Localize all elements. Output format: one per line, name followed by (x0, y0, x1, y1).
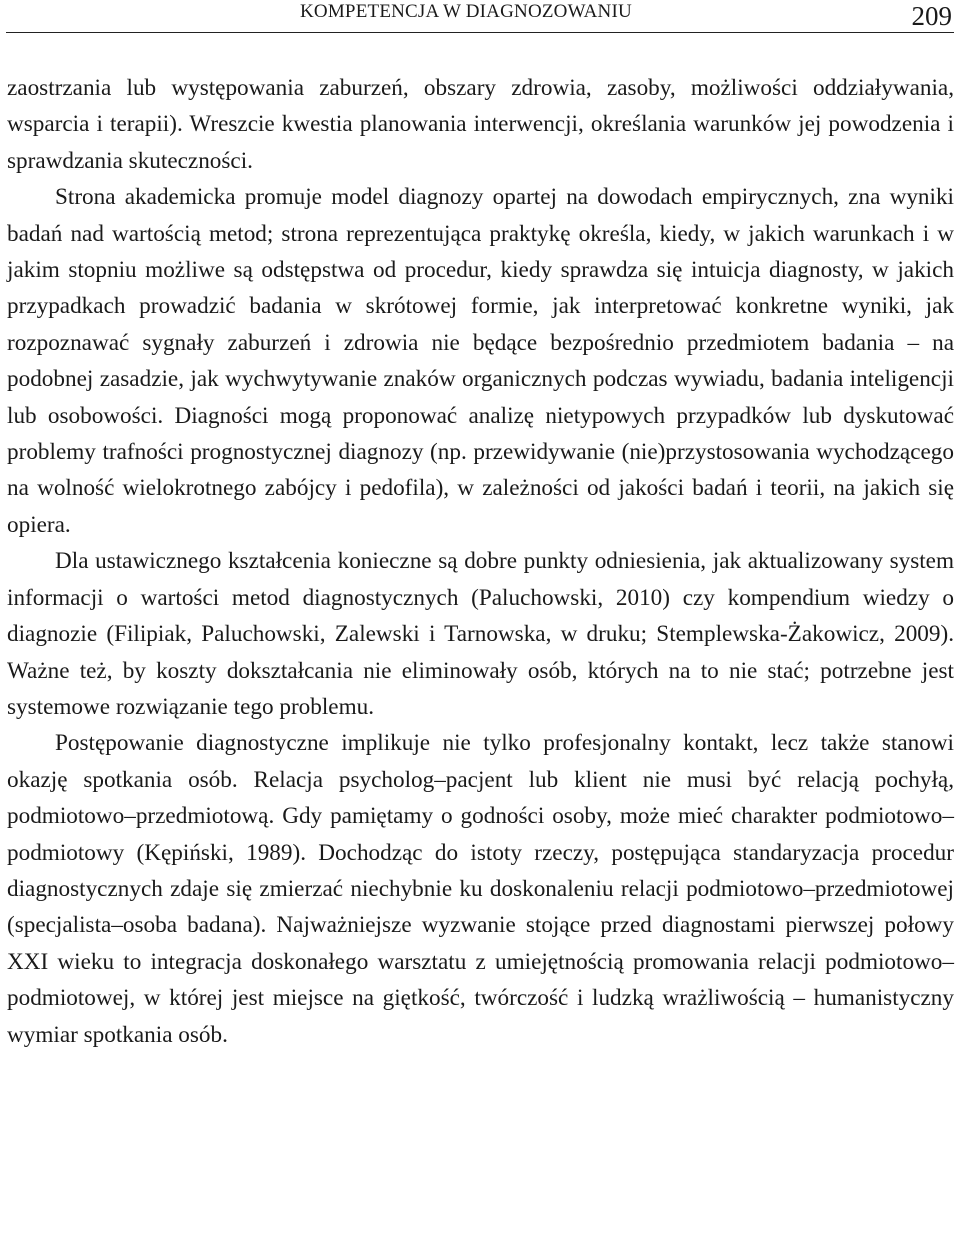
page-number: 209 (911, 1, 952, 31)
paragraph-academic-practice: Strona akademicka promuje model diagnozy opartej na dowodach empirycznych, zna wyniki badań nad wartością metod; strona reprezentująca praktykę określa, kiedy, w jakich warunkach i w jakim stopniu możliwe są odstępstwa od procedur, kiedy sprawdza się intuicja diagnosty, w jakich przypadkach prowadzić badania w skrótowej formie, jak interpretować konkretne wyniki, jak rozpoznawać sygnały zaburzeń i zdrowia nie będące bezpośrednio przedmiotem badania – na podobnej zasadzie, jak wychwytywanie znaków organicznych podczas wywiadu, badania inteligencji lub osobowości. Diagności mogą proponować analizę nietypowych przypadków lub dyskutować problemy trafności prognostycznej diagnozy (np. przewidywanie (nie)przystosowania wychodzącego na wolność wielokrotnego zabójcy i pedofila), w zależności od jakości badań i teorii, na jakich się opiera. (7, 184, 954, 538)
body-text (7, 70, 954, 1053)
paragraph-continuation: zaostrzania lub występowania zaburzeń, obszary zdrowia, zasoby, możliwości oddziaływania, wsparcia i terapii). Wreszcie kwestia planowania interwencji, określania warunków jej powodzenia i sprawdzania skuteczności. (7, 75, 954, 174)
paragraph-continuing-education: Dla ustawicznego kształcenia konieczne są dobre punkty odniesienia, jak aktualizowany system informacji o wartości metod diagnostycznych (Paluchowski, 2010) czy kompendium wiedzy o diagnozie (Filipiak, Paluchowski, Zalewski i Tarnowska, w druku; Stemplewska-Żakowicz, 2009). Ważne też, by koszty dokształcania nie eliminowały osób, których na to nie stać; potrzebne jest systemowe rozwiązanie tego problemu. (7, 548, 954, 720)
paragraph-diagnostic-relation: Postępowanie diagnostyczne implikuje nie tylko profesjonalny kontakt, lecz także stanowi okazję spotkania osób. Relacja psycholog–pacjent lub klient nie musi być relacją pochyłą, podmiotowo–przedmiotową. Gdy pamiętamy o godności osoby, może mieć charakter podmiotowo–podmiotowy (Kępiński, 1989). Dochodząc do istoty rzeczy, postępująca standaryzacja procedur diagnostycznych zdaje się zmierzać niechybnie ku doskonaleniu relacji podmiotowo–przedmiotowej (specjalista–osoba badana). Najważniejsze wyzwanie stojące przed diagnostami pierwszej połowy XXI wieku to integracja doskonałego warsztatu z umiejętnością promowania relacji podmiotowo–podmiotowej, w której jest miejsce na giętkość, twórczość i ludzką wrażliwością – humanistyczny wymiar spotkania osób. (7, 730, 954, 1048)
running-title: KOMPETENCJA W DIAGNOZOWANIU (300, 1, 632, 22)
running-header (6, 0, 954, 33)
